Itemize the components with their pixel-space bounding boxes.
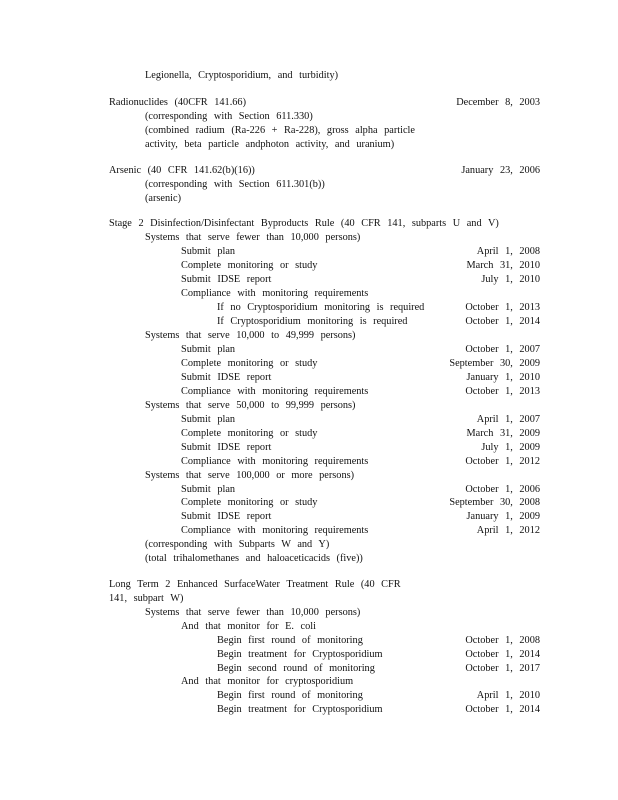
date-value: September 30, 2009: [449, 358, 540, 369]
text-line: (combined radium (Ra-226 + Ra-228), gross alpha particle: [145, 125, 415, 136]
text-line: Submit IDSE report: [181, 511, 272, 522]
date-value: October 1, 2013: [465, 386, 540, 397]
text-line: Systems that serve 100,000 or more persons): [145, 470, 355, 481]
date-value: April 1, 2010: [476, 690, 540, 701]
date-value: October 1, 2006: [465, 484, 540, 495]
text-line: Begin treatment for Cryptosporidium: [217, 704, 383, 715]
text-line: (corresponding with Subparts W and Y): [145, 539, 330, 550]
text-line: Submit IDSE report: [181, 372, 272, 383]
date-value: March 31, 2010: [466, 260, 540, 271]
text-line: (corresponding with Section 611.330): [145, 111, 313, 122]
date-value: April 1, 2007: [476, 414, 540, 425]
date-value: October 1, 2008: [465, 635, 540, 646]
section-heading-stage2-dbp: Stage 2 Disinfection/Disinfectant Byproducts Rule (40 CFR 141, subparts U and V): [109, 218, 499, 229]
text-line: If Cryptosporidium monitoring is required: [217, 316, 408, 327]
text-line: Systems that serve 10,000 to 49,999 persons): [145, 330, 356, 341]
text-line: Legionella, Cryptosporidium, and turbidity): [145, 70, 339, 81]
text-line: Systems that serve fewer than 10,000 persons): [145, 607, 361, 618]
text-line: activity, beta particle andphoton activity, and uranium): [145, 139, 395, 150]
text-line: Systems that serve 50,000 to 99,999 persons): [145, 400, 356, 411]
date-value: October 1, 2007: [465, 344, 540, 355]
text-line: Complete monitoring or study: [181, 358, 318, 369]
text-line: If no Cryptosporidium monitoring is required: [217, 302, 425, 313]
date-value: July 1, 2009: [481, 442, 540, 453]
text-line: Submit IDSE report: [181, 274, 272, 285]
text-line: Compliance with monitoring requirements: [181, 456, 369, 467]
text-line: Systems that serve fewer than 10,000 persons): [145, 232, 361, 243]
text-line: Begin first round of monitoring: [217, 635, 363, 646]
date-value: March 31, 2009: [466, 428, 540, 439]
section-heading-radionuclides: Radionuclides (40CFR 141.66): [109, 97, 246, 108]
date-value: January 1, 2009: [466, 511, 540, 522]
date-value: January 1, 2010: [466, 372, 540, 383]
date-value: October 1, 2013: [465, 302, 540, 313]
text-line: Compliance with monitoring requirements: [181, 525, 369, 536]
text-line: Complete monitoring or study: [181, 428, 318, 439]
date-value: July 1, 2010: [481, 274, 540, 285]
text-line: Submit plan: [181, 484, 236, 495]
text-line: Begin first round of monitoring: [217, 690, 363, 701]
text-line: (total trihalomethanes and haloaceticacids (five)): [145, 553, 363, 564]
text-line: Compliance with monitoring requirements: [181, 288, 369, 299]
section-heading-lt2-enhanced: Long Term 2 Enhanced SurfaceWater Treatment Rule (40 CFR: [109, 579, 401, 590]
text-line: Begin second round of monitoring: [217, 663, 375, 674]
text-line: Submit plan: [181, 344, 236, 355]
text-line: Submit plan: [181, 246, 236, 257]
text-line: Submit IDSE report: [181, 442, 272, 453]
text-line: (corresponding with Section 611.301(b)): [145, 179, 325, 190]
text-line: Complete monitoring or study: [181, 497, 318, 508]
text-line: And that monitor for cryptosporidium: [181, 676, 354, 687]
text-line: Begin treatment for Cryptosporidium: [217, 649, 383, 660]
date-value: October 1, 2012: [465, 456, 540, 467]
text-line: And that monitor for E. coli: [181, 621, 316, 632]
date-value: October 1, 2017: [465, 663, 540, 674]
section-heading-arsenic: Arsenic (40 CFR 141.62(b)(16)): [109, 165, 255, 176]
text-line: Submit plan: [181, 414, 236, 425]
date-value: October 1, 2014: [465, 649, 540, 660]
date-value: April 1, 2008: [476, 246, 540, 257]
text-line: 141, subpart W): [109, 593, 184, 604]
date-value: October 1, 2014: [465, 316, 540, 327]
date-value: October 1, 2014: [465, 704, 540, 715]
date-value: April 1, 2012: [476, 525, 540, 536]
date-value: September 30, 2008: [449, 497, 540, 508]
date-arsenic: January 23, 2006: [461, 165, 540, 176]
date-radionuclides: December 8, 2003: [456, 97, 540, 108]
text-line: Compliance with monitoring requirements: [181, 386, 369, 397]
text-line: Complete monitoring or study: [181, 260, 318, 271]
text-line: (arsenic): [145, 193, 182, 204]
